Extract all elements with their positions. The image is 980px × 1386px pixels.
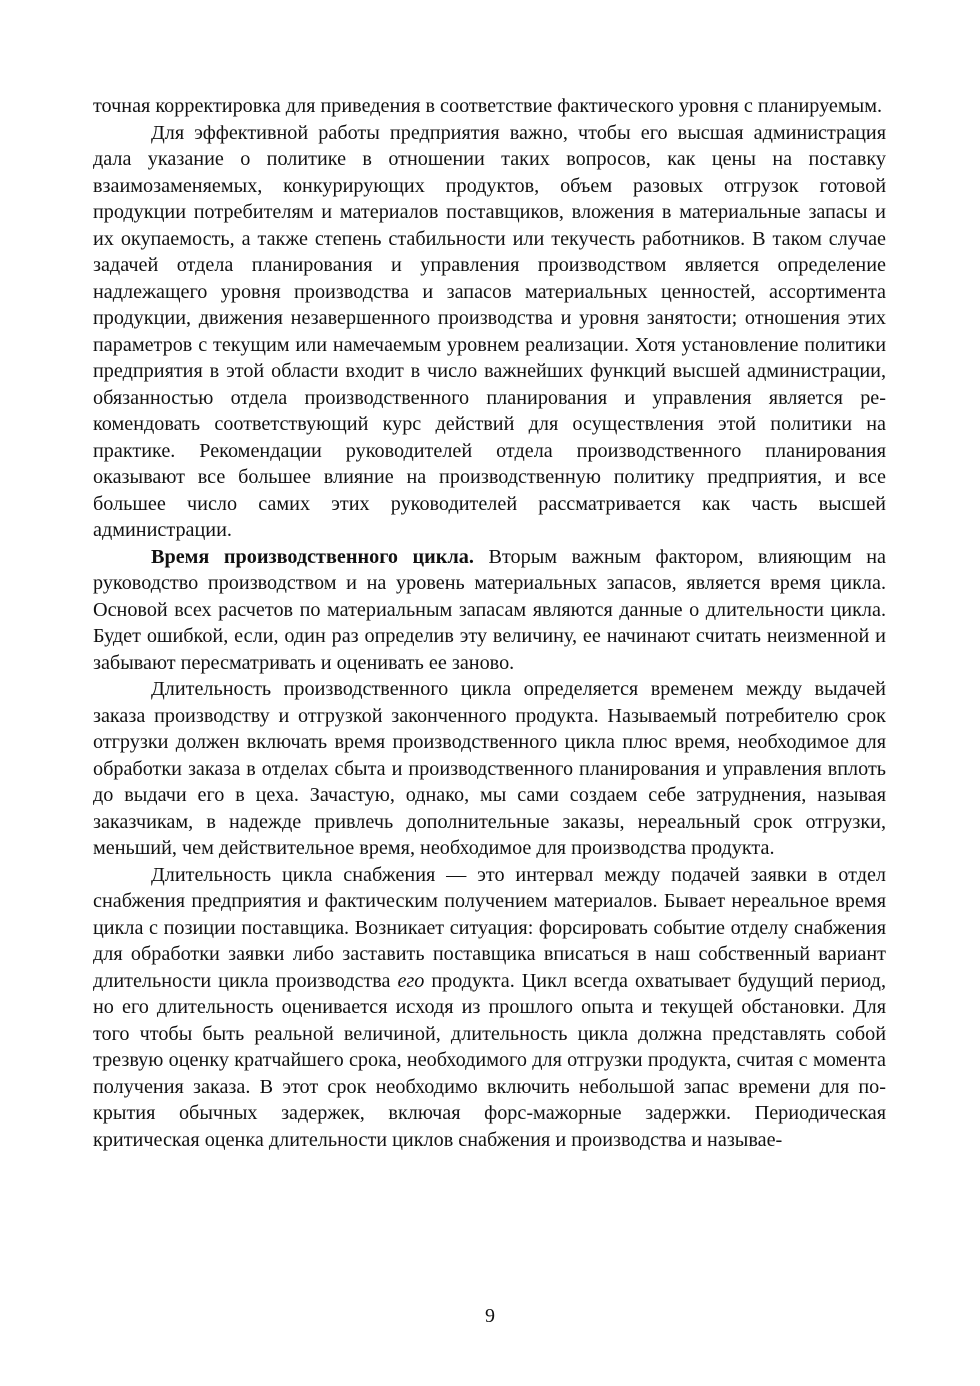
paragraph-production-cycle-length: Длительность производственного цикла определяется временем между выдачей заказа производству и отгрузкой законченного продукта. Называемый потребителю срок отгрузки должен включать время производственного цикла плюс время, необходимое для обработки заказа в отделах сбыта и производственного планирования и управления вплоть до выдачи его в цеха. Зачастую, однако, мы сами создаем себе затруднения, называя заказчикам, в надежде привлечь дополнительные заказы, нереальный срок отгрузки, меньший, чем действительное время, необходимое для производства продукта. (93, 678, 886, 859)
section-heading-cycle-time: Время производственного цикла. (151, 545, 474, 568)
paragraph-supply-cycle-length (93, 862, 886, 1154)
paragraph-continuation: точная корректировка для приведения в соответствие фактического уровня с планируемым. (93, 95, 883, 117)
paragraph-supply-text-start: Длительность цикла снабжения — это интервал между подачей заявки в отдел снабжения предприятия и фактическим получением материалов. Бывает нереальное время цикла с позиции поставщика. Возникает ситуация: форсировать событие отделу снабжения для обработки заявки либо заставить поставщика вписаться в наш собственный вариант длительности цикла производства (93, 863, 886, 992)
page-body (93, 93, 886, 1153)
paragraph-administration-policy: Для эффективной работы предприятия важно, чтобы его высшая администрация дала указание о политике в отношении таких вопросов, как цены на поставку взаимозаменяемых, конкурирующих продуктов, объем разовых отгрузок готовой продукции потребителям и материалов поставщиков, вложения в материальные запасы и их окупаемость, а также степень стабильности или текучесть работников. В таком случае задачей отдела планирования и управления производством является определение надлежащего уровня производства и запасов материальных ценностей, ассортимента продукции, движения незавершенного производства и уровня занятости; отношения этих параметров с текущим или намечаемым уровнем реализации. Хотя установление политики предприятия в этой области входит в число важнейших функций высшей администрации, обязанностью отдела производственного планирования и управления является рекомендовать соответствующий курс действий для осуществления этой политики на практике. Рекомендации руководителей отдела производственного планирования оказывают все большее влияние на производственную политику предприятия, и все большее число самих этих руководителей рассматривается как часть высшей администрации. (93, 121, 886, 541)
paragraph-cycle-time (93, 544, 886, 677)
paragraph-supply-text-end: продукта. Цикл всегда охватывает будущий период, но его длительность оценивается исходя из прошлого опыта и текущей обстановки. Для того чтобы быть реальной величиной, длительность цикла должна представлять собой трезвую оценку кратчайшего срока, необходимого для отгрузки продукта, считая с момента получения заказа. В этот срок необходимо включить небольшой запас времени для покрытия обычных задержек, включая форс-мажорные задержки. Периодическая критическая оценка длительности циклов снабжения и производства и называе- (93, 969, 886, 1151)
emphasis-his: его (397, 969, 425, 992)
paragraph-cycle-time-text: Вторым важным фактором, влияющим на руководство производством и на уровень материальных запасов, является время цикла. Основой всех расчетов по материальным запасам являются данные о длительности цикла. Будет ошибкой, если, один раз определив эту величину, ее начинают считать неизменной и забывают пересматривать и оценивать ее заново. (93, 545, 886, 674)
page-number: 9 (485, 1305, 495, 1327)
